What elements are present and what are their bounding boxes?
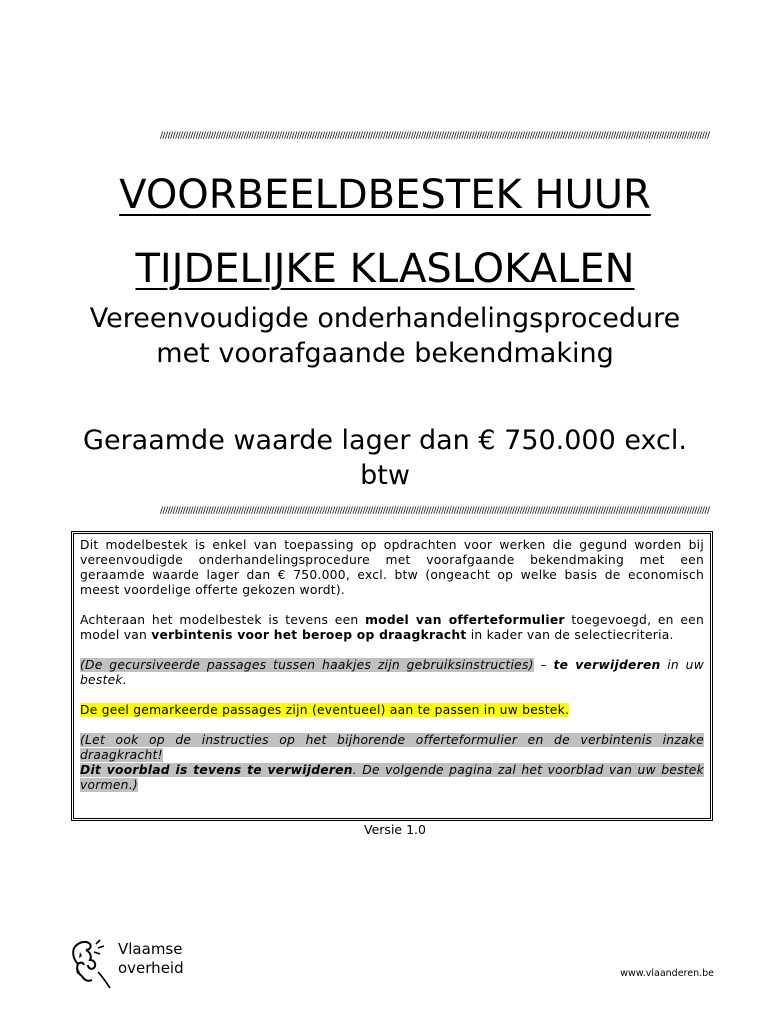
flemish-lion-icon bbox=[70, 938, 114, 990]
instructions-paragraph-2: Achteraan het modelbestek is tevens een model van offerteformulier toegevoegd, en een model van verbintenis voor het beroep op draagkracht in kader van de selectiecriteria. bbox=[80, 613, 704, 642]
instructions-paragraph-3: (De gecursiveerde passages tussen haakjes zijn gebruiksinstructies) – te verwijderen in uw bestek. bbox=[80, 658, 705, 687]
separator-top: ///////////////////////////////////////////////////////////////////////////////////////////////////////////////////////////////////////////////////////////////////////////////////////////////////////////////////////// bbox=[160, 131, 710, 141]
subtitle: Vereenvoudigde onderhandelingsprocedure met voorafgaande bekendmaking bbox=[89, 303, 681, 369]
title-line-2: TIJDELIJKE KLASLOKALEN bbox=[135, 246, 635, 292]
instructions-paragraph-1: Dit modelbestek is enkel van toepassing op opdrachten voor werken die gegund worden bij vereenvoudigde onderhandelingsprocedure met voorafgaande bekendmaking met een geraamde waarde lager dan € 750.000, excl. btw (ongeacht op welke basis de economisch meest voordelige offerte gekozen wordt). bbox=[80, 538, 704, 597]
vlaamse-overheid-logo bbox=[70, 938, 210, 990]
instructions-box bbox=[73, 533, 711, 819]
instructions-paragraph-4: De geel gemarkeerde passages zijn (eventueel) aan te passen in uw bestek. bbox=[80, 703, 570, 717]
estimated-value: Geraamde waarde lager dan € 750.000 excl. btw bbox=[83, 425, 687, 491]
website-url[interactable]: www.vlaanderen.be bbox=[620, 968, 714, 979]
version-label: Versie 1.0 bbox=[364, 822, 426, 837]
title-line-1: VOORBEELDBESTEK HUUR bbox=[119, 172, 651, 218]
separator-bottom: ///////////////////////////////////////////////////////////////////////////////////////////////////////////////////////////////////////////////////////////////////////////////////////////////////////////////////////// bbox=[160, 506, 710, 516]
instructions-paragraph-5: (Let ook op de instructies op het bijhorende offerteformulier en de verbintenis inzake draagkracht! Dit voorblad is tevens te verwijderen. De volgende pagina zal het voorblad van uw bestek vormen.) bbox=[80, 733, 704, 792]
logo-wordmark: Vlaamse overheid bbox=[118, 940, 184, 977]
